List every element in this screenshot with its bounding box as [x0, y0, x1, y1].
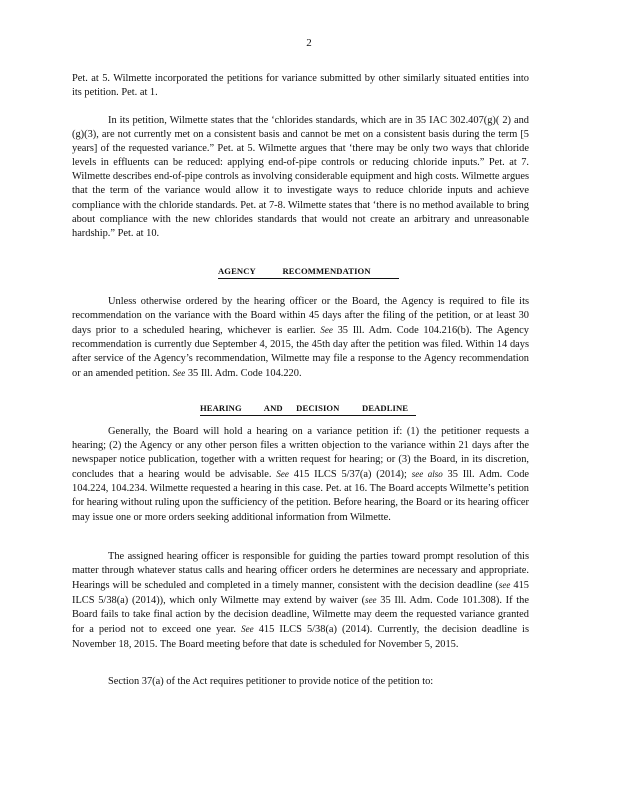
paragraph-hearing-officer: The assigned hearing officer is responsible for guiding the parties toward prompt resolution of this matter through whatever status calls and hearing officer orders he determines are necessary and appropriate. Hearings will be scheduled and completed in a timely manner, consistent with the decision deadline (see 415 ILCS 5/38(a) (2014)), which only Wilmette may extend by waiver (see 35 Ill. Adm. Code 101.308). If the Board fails to take final action by the decision deadline, Wilmette may deem the requested variance granted for a period not to exceed one year. See 415 ILCS 5/38(a) (2014). Currently, the decision deadline is November 18, 2015. The Board meeting before that date is scheduled for November 5, 2015. — [72, 551, 529, 650]
paragraph-notice: Section 37(a) of the Act requires petitioner to provide notice of the petition to: — [108, 676, 434, 687]
paragraph-hearing: Generally, the Board will hold a hearing on a variance petition if: (1) the petitioner requests a hearing; (2) the Agency or any other person files a written objection to the variance within 21 days after the newspaper notice publication, together with a written request for hearing; or (3) the Board, in its discretion, concludes that a hearing would be advisable. See 415 ILCS 5/37(a) (2014); see also 35 Ill. Adm. Code 104.224, 104.234. Wilmette requested a hearing in this case. Pet. at 16. The Board accepts Wilmette’s petition for hearing without ruling upon the sufficiency of the petition. Before hearing, the Board or its hearing officer may issue one or more orders seeking additional information from Wilmette. — [72, 426, 529, 523]
paragraph-agency-recommendation: Unless otherwise ordered by the hearing officer or the Board, the Agency is required to file its recommendation on the variance with the Board within 45 days after the filing of the petition, or at least 30 days prior to a scheduled hearing, whichever is earlier. See 35 Ill. Adm. Code 104.216(b). The Agency recommendation is currently due September 4, 2015, the 45th day after the petition was filed. Within 14 days after service of the Agency’s recommendation, Wilmette may file a response to the Agency recommendation or an amended petition. See 35 Ill. Adm. Code 104.220. — [72, 296, 529, 380]
heading-agency-recommendation: AGENCY RECOMMENDATION — [218, 266, 399, 279]
paragraph-petition-summary: In its petition, Wilmette states that the ‘chlorides standards, which are in 35 IAC 302.407(g)( 2) and (g)(3), are not currently met on a consistent basis and cannot be met on a consistent basis during the term [5 years] of the requested variance.” Pet. at 5. Wilmette argues that ‘there may be only two ways that chloride levels in effluents can be reduced: applying end-of-pipe controls or reducing chloride inputs.” Pet. at 7. Wilmette describes end-of-pipe controls as involving considerable equipment and high costs. Wilmette argues that the term of the variance would allow it to investigate ways to reduce chloride inputs and achieve compliance with the chloride standards. Pet. at 7-8. Wilmette states that ‘there is no method available to bring about compliance with the new chlorides standards that would not create an arbitrary and unreasonable hardship.” Pet. at 10. — [72, 115, 529, 239]
page-number: 2 — [306, 37, 312, 49]
paragraph-intro: Pet. at 5. Wilmette incorporated the petitions for variance submitted by other similarly situated entities into its petition. Pet. at 1. — [72, 73, 529, 99]
heading-hearing-decision-deadline: HEARING AND DECISION DEADLINE — [200, 403, 416, 416]
